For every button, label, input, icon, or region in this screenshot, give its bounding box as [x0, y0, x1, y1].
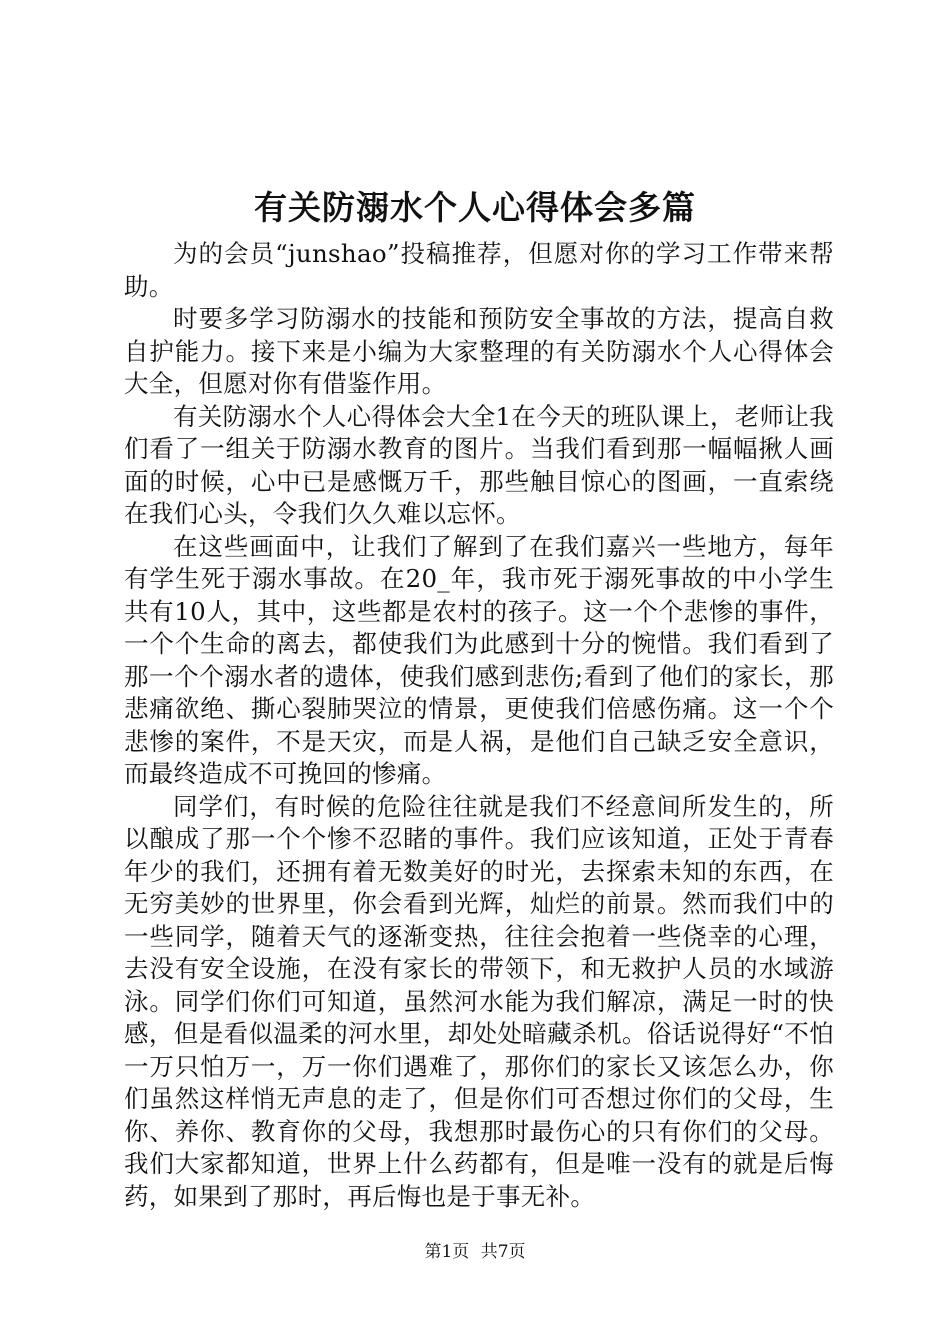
document-title: 有关防溺水个人心得体会多篇	[254, 188, 696, 227]
paragraph-5: 同学们，有时候的危险往往就是我们不经意间所发生的，所以酿成了那一个个惨不忍睹的事件。我们应该知道，正处于青春年少的我们，还拥有着无数美好的时光，去探索未知的东西，在无穷美妙的世界里，你会看到光辉，灿烂的前景。然而我们中的一些同学，随着天气的逐渐变热，往往会抱着一些侥幸的心理，去没有安全设施，在没有家长的带领下，和无救护人员的水域游泳。同学们你们可知道，虽然河水能为我们解凉，满足一时的快感，但是看似温柔的河水里，却处处暗藏杀机。俗话说得好“不怕一万只怕万一，万一你们遇难了，那你们的家长又该怎么办，你们虽然这样悄无声息的走了，但是你们可否想过你们的父母，生你、养你、教育你的父母，我想那时最伤心的只有你们的父母。我们大家都知道，世界上什么药都有，但是唯一没有的就是后悔药，如果到了那时，再后悔也是于事无补。	[124, 791, 834, 1211]
paragraph-1: 为的会员“junshao”投稿推荐，但愿对你的学习工作带来帮助。	[124, 239, 834, 301]
paragraph-4: 在这些画面中，让我们了解到了在我们嘉兴一些地方，每年有学生死于溺水事故。在20_年，我市死于溺死事故的中小学生共有10人，其中，这些都是农村的孩子。这一个个悲惨的事件，一个个生命的离去，都使我们为此感到十分的惋惜。我们看到了那一个个溺水者的遗体，使我们感到悲伤;看到了他们的家长，那悲痛欲绝、撕心裂肺哭泣的情景，更使我们倍感伤痛。这一个个悲惨的案件，不是天灾，而是人祸，是他们自己缺乏安全意识，而最终造成不可挽回的惨痛。	[124, 531, 834, 788]
page-number: 第1页	[424, 1242, 470, 1262]
page-footer	[0, 1240, 950, 1264]
paragraph-3: 有关防溺水个人心得体会大全1在今天的班队课上，老师让我们看了一组关于防溺水教育的图片。当我们看到那一幅幅揪人画面的时候，心中已是感慨万千，那些触目惊心的图画，一直索绕在我们心头，令我们久久难以忘怀。	[124, 401, 834, 528]
paragraph-2: 时要多学习防溺水的技能和预防安全事故的方法，提高自救自护能力。接下来是小编为大家整理的有关防溺水个人心得体会大全，但愿对你有借鉴作用。	[124, 304, 834, 398]
total-pages: 共7页	[480, 1242, 526, 1262]
document-body	[124, 238, 834, 1213]
